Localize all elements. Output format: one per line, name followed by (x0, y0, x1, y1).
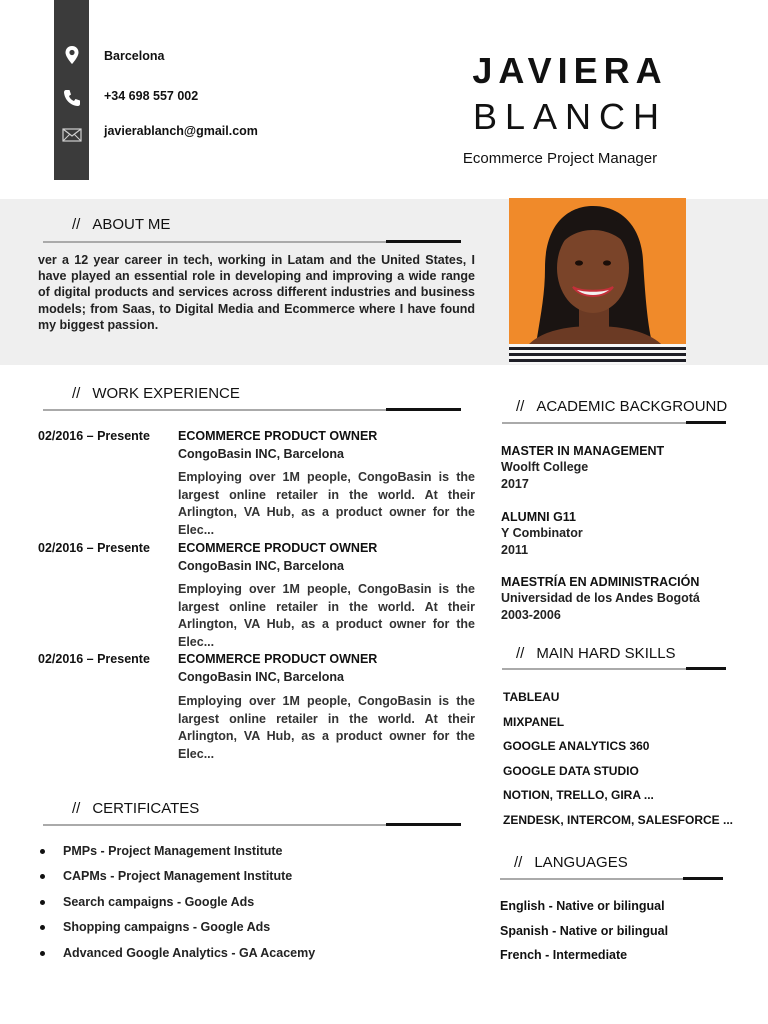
job-position: ECOMMERCE PRODUCT OWNER (178, 429, 378, 443)
about-heading (72, 216, 170, 233)
heading-prefix: // (72, 385, 81, 402)
skills-heading (516, 645, 676, 662)
academic-degree: MASTER IN MANAGEMENT (501, 444, 665, 458)
job-description: Employing over 1M people, CongoBasin is the largest online retailer in the world. At their Arlington, VA Hub, as a product owner for the Elec... (178, 582, 475, 649)
last-name: BLANCH (472, 96, 668, 137)
heading-prefix: // (516, 398, 525, 415)
heading-prefix: // (514, 854, 523, 871)
certificates-list (38, 844, 315, 971)
academic-underline (502, 422, 726, 424)
heading-prefix: // (72, 800, 81, 817)
list-item: MIXPANEL (503, 714, 565, 729)
envelope-icon (62, 125, 82, 145)
languages-heading-text: LANGUAGES (534, 854, 628, 871)
about-heading-text: ABOUT ME (92, 216, 171, 233)
certificates-heading (72, 800, 199, 817)
job-date: 02/2016 – Presente (38, 652, 150, 666)
work-heading-text: WORK EXPERIENCE (92, 385, 240, 402)
languages-heading (514, 854, 628, 871)
academic-degree: ALUMNI G11 (501, 510, 577, 524)
map-pin-icon (62, 45, 82, 65)
list-item: GOOGLE ANALYTICS 360 (503, 739, 650, 754)
academic-year: 2003-2006 (501, 607, 561, 622)
job-position: ECOMMERCE PRODUCT OWNER (178, 541, 378, 555)
list-item: ZENDESK, INTERCOM, SALESFORCE ... (503, 812, 734, 827)
academic-year: 2017 (501, 476, 529, 491)
heading-prefix: // (516, 645, 525, 662)
contact-city: Barcelona (104, 49, 165, 63)
profile-photo (509, 198, 686, 364)
job-company: CongoBasin INC, Barcelona (178, 670, 344, 684)
job-date: 02/2016 – Presente (38, 429, 150, 443)
work-heading (72, 385, 240, 402)
about-text: ver a 12 year career in tech, working in Latam and the United States, I have played an essential role in developing and improving a wide range of digital products and services across different industries and business models; from Saas, to Digital Media and Ecommerce where I have found my biggest passion. (38, 253, 475, 332)
job-description: Employing over 1M people, CongoBasin is the largest online retailer in the world. At their Arlington, VA Hub, as a product owner for the Elec... (178, 470, 475, 537)
academic-year: 2011 (501, 542, 529, 557)
list-item: GOOGLE DATA STUDIO (503, 763, 639, 778)
list-item: PMPs - Project Management Institute (38, 844, 315, 869)
list-item: CAPMs - Project Management Institute (38, 869, 315, 894)
heading-prefix: // (72, 216, 81, 233)
job-company: CongoBasin INC, Barcelona (178, 447, 344, 461)
academic-school: Y Combinator (501, 526, 583, 541)
list-item: Shopping campaigns - Google Ads (38, 920, 315, 945)
certificates-heading-text: CERTIFICATES (92, 800, 200, 817)
first-name: JAVIERA (472, 50, 668, 91)
job-title: Ecommerce Project Manager (462, 150, 658, 167)
languages-list (500, 899, 668, 973)
list-item: TABLEAU (503, 690, 560, 704)
about-underline (43, 241, 461, 243)
academic-entry (501, 509, 583, 558)
languages-underline (500, 878, 723, 880)
certificates-underline (43, 824, 461, 826)
job-position: ECOMMERCE PRODUCT OWNER (178, 652, 378, 666)
contact-email[interactable]: javierablanch@gmail.com (104, 124, 258, 138)
job-company: CongoBasin INC, Barcelona (178, 559, 344, 573)
job-description: Employing over 1M people, CongoBasin is the largest online retailer in the world. At their Arlington, VA Hub, as a product owner for the Elec... (178, 694, 475, 761)
work-underline (43, 409, 461, 411)
list-item: English - Native or bilingual (500, 899, 665, 913)
academic-entry (501, 443, 664, 492)
skills-heading-text: MAIN HARD SKILLS (536, 645, 676, 662)
list-item: Advanced Google Analytics - GA Acacemy (38, 946, 315, 971)
skills-underline (502, 668, 726, 670)
academic-entry (501, 574, 700, 623)
academic-heading (516, 398, 727, 415)
list-item: NOTION, TRELLO, GIRA ... (503, 788, 654, 803)
academic-heading-text: ACADEMIC BACKGROUND (536, 398, 728, 415)
phone-icon (62, 88, 82, 108)
academic-degree: MAESTRÍA EN ADMINISTRACIÓN (501, 575, 700, 589)
job-date: 02/2016 – Presente (38, 541, 150, 555)
list-item: French - Intermediate (500, 948, 628, 963)
academic-school: Woolft College (501, 460, 589, 475)
list-item: Spanish - Native or bilingual (500, 923, 669, 938)
list-item: Search campaigns - Google Ads (38, 895, 315, 920)
contact-phone: +34 698 557 002 (104, 89, 199, 103)
academic-school: Universidad de los Andes Bogotá (501, 591, 700, 606)
skills-list (503, 690, 733, 838)
